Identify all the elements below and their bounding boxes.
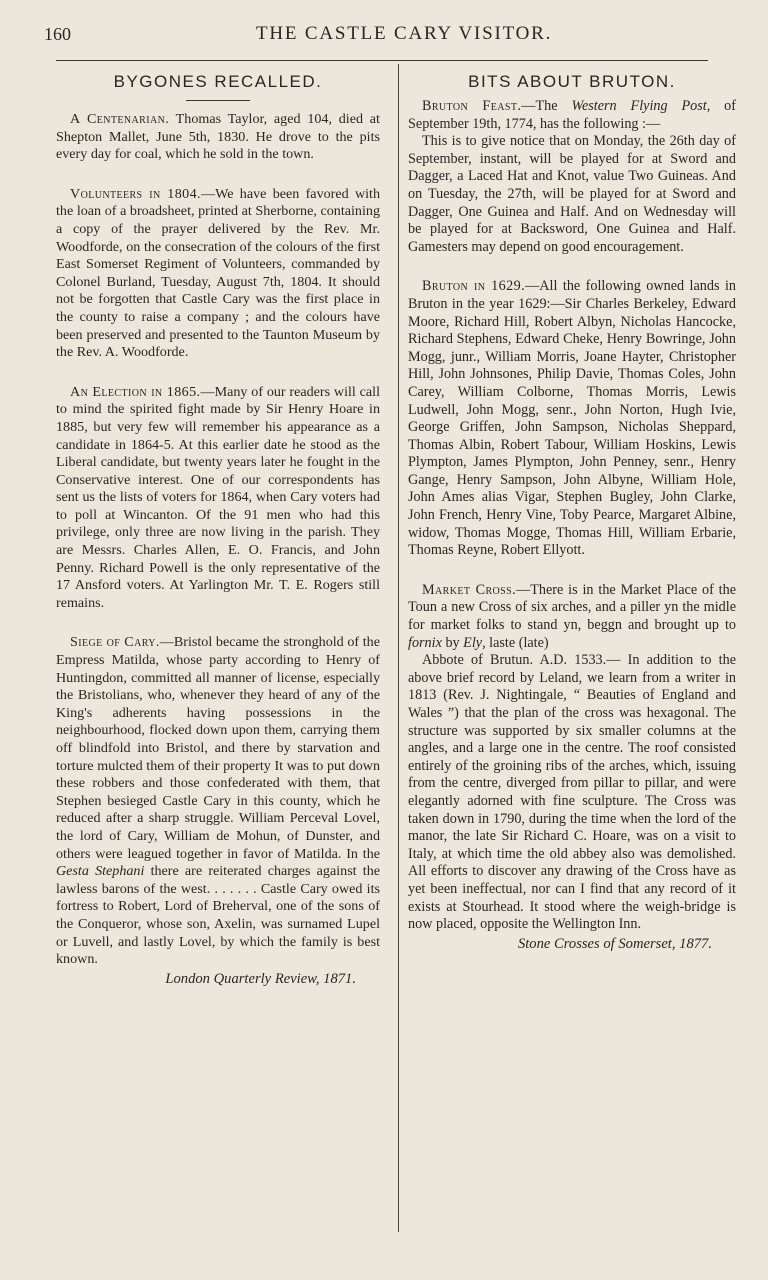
article-italic-word: fornix xyxy=(408,634,442,651)
article-siege xyxy=(56,634,380,987)
article-volunteers xyxy=(56,186,380,362)
article-text: —All the following owned lands in Bruton in the year 1629:—Sir Charles Berkeley, Edward Moore, Richard Hill, Robert Albyn, Nicholas Hancocke, Richard Stephens, Edward Cheke, Henry Bowringe, John Mogg, junr., William Morris, Joane Hayter, Christopher Hill, John Johnsones, Philip Davie, Thomas Coles, John Carey, William Colborne, Thomas Morris, Lewis Ludwell, John Mogg, senr., John Norton, Hugh Ivie, George Griffen, John Sampson, Nicholas Sheppard, Thomas Albin, Robert Tabour, William Hoskins, Lewis Plympton, James Plympton, John Penney, senr., Henry Gange, Henry Sampson, John Albyne, William Hole, John Ames alias Vigar, Stephen Bugley, John Clarke, John French, Henry Vine, Toby Pearce, Margaret Albine, widow, Thomas Mogge, Thomas Hill, William Erbarie, Thomas Reyne, Robert Ellyott. xyxy=(408,278,736,559)
article-lead: An Election in 1865. xyxy=(70,383,201,400)
article-centenarian xyxy=(56,111,380,164)
article-lead: Bruton in 1629. xyxy=(422,278,526,295)
article-bruton-feast xyxy=(408,98,736,256)
article-italic-word: Ely xyxy=(463,634,483,651)
column-divider xyxy=(398,64,399,1232)
article-italic-title: Gesta Stephani xyxy=(56,863,145,880)
article-text: there are reiterated charges against the lawless barons of the west. . . . . . . Castle Cary owed its fortress to Robert, Lord of Breherval, one of the sons of the Conqueror, whose son, Axelin, was surnamed Lupel or Luvell, and lastly Lovel, by which the family is best known. xyxy=(56,863,380,968)
article-body xyxy=(56,634,380,968)
running-head xyxy=(44,22,708,52)
article-lead: Siege of Cary. xyxy=(70,634,160,651)
article-continuation: Abbote of Brutun. A.D. 1533.— In addition to the above brief record by Leland, we learn from a writer in 1813 (Rev. J. Nightingale, “ Beauties of England and Wales ”) that the plan of the cross was hexagonal. The structure was supported by six smaller columns at the angles, and a large one in the centre. The roof consisted entirely of the groining ribs of the arches, which, issuing from the centre, diverged from pillar to pillar, and were elegantly adorned with fine sculpture. The Cross was taken down in 1790, during the time when the lord of the manor, the late Sir Richard C. Hoare, was on a visit to Italy, at which time the old abbey also was demolished. All efforts to discover any drawing of the Cross have as yet been ineffectual, nor can I find that any record of it exists at Stourhead. It stood where the weigh-bridge is now placed, opposite the Wellington Inn. xyxy=(408,652,736,933)
article-body xyxy=(56,111,380,164)
article-lead: Market Cross. xyxy=(422,581,517,598)
article-quotation: This is to give notice that on Monday, the 26th day of September, instant, will be played for at Sword and Dagger, a Laced Hat and Knot, value Two Guineas. And on Tuesday, the 27th, will be played for at Sword and Dagger, One Guinea and Half. And on Wednesday will be played for at Backsword, One Guinea and Half. Gamesters may depend on good encouragement. xyxy=(408,133,736,255)
left-column xyxy=(56,66,380,1010)
article-text: —There is in the Market Place of the Toun a new Cross of six arches, and a piller yn the midle for market folks to stand yn, beggn and brought up to xyxy=(408,581,736,634)
article-lead: Volunteers in 1804. xyxy=(70,185,201,202)
article-election xyxy=(56,384,380,613)
article-source: London Quarterly Review, 1871. xyxy=(165,970,356,987)
section-heading-bruton: BITS ABOUT BRUTON. xyxy=(468,72,676,91)
article-source: Stone Crosses of Somerset, 1877. xyxy=(517,935,712,952)
header-rule xyxy=(56,60,708,61)
article-body xyxy=(408,98,736,133)
article-text: , laste (late) xyxy=(482,634,549,651)
right-column xyxy=(408,66,736,975)
journal-title: THE CASTLE CARY VISITOR. xyxy=(256,23,553,44)
article-text: by xyxy=(441,634,464,651)
article-bruton-1629 xyxy=(408,278,736,560)
article-text: —Many of our readers will call to mind the spirited fight made by Sir Henry Hoare in 1885, but very few will remember his appearance as a candidate in 1864-5. At this earlier date he stood as the Liberal candidate, but twenty years later he fought in the Conservative interest. One of our correspondents has sent us the lists of voters for 1864, when Cary voters had to poll at Wincanton. Of the 91 men who had this privilege, only three are now living in the parish. They are Messrs. Charles Allen, E. O. Francis, and John Penny. Richard Powell is the only representative of the 17 Ansford voters. At Yarlington Mr. T. E. Rogers still remains. xyxy=(56,383,380,611)
article-body xyxy=(56,186,380,362)
page-number: 160 xyxy=(44,24,71,44)
article-text: , of September 19th, 1774, has the following :— xyxy=(408,98,736,132)
article-market-cross xyxy=(408,582,736,953)
section-heading-bygones: BYGONES RECALLED. xyxy=(113,72,323,91)
article-body xyxy=(56,384,380,613)
article-text: —The xyxy=(521,98,572,114)
article-text: —We have been favored with the loan of a broadsheet, printed at Sherborne, containing a copy of the prayer delivered by the Rev. Mr. Woodforde, on the consecration of the colours of the first East Somerset Regiment of Volunteers, commanded by Colonel Burland, Tuesday, August 7th, 1804. It should not be forgotten that Castle Cary was the first place in the county to raise a company ; and the colours have been preserved and presented to the Taunton Museum by the Rev. A. Woodforde. xyxy=(56,185,381,361)
article-lead: Bruton Feast. xyxy=(422,98,522,114)
heading-rule xyxy=(186,100,250,101)
article-italic-title: Western Flying Post xyxy=(571,98,707,114)
article-body xyxy=(408,278,736,560)
article-body xyxy=(408,582,736,652)
article-text: Thomas Taylor, aged 104, died at Shepton Mallet, June 5th, 1830. He drove to the pits every day for coal, which he sold in the town. xyxy=(56,111,380,163)
article-text: —Bristol became the stronghold of the Empress Matilda, whose party according to Henry of Huntingdon, committed all manner of license, especially the Bristolians, who, whenever they heard of any of the King's adherents having possessions in the neighbourhood, flocked down upon them, carrying them off blindfold into Bristol, and there by starvation and torture mulcted them of their property It was to put down these robbers and those confederated with them, that Stephen besieged Castle Cary in this county, which he reduced after a sharp struggle. William Perceval Lovel, the lord of Cary, William de Mohun, of Dunster, and others were leagued together in favor of Matilda. In the xyxy=(56,634,380,862)
article-lead: A Centenarian. xyxy=(70,111,170,127)
